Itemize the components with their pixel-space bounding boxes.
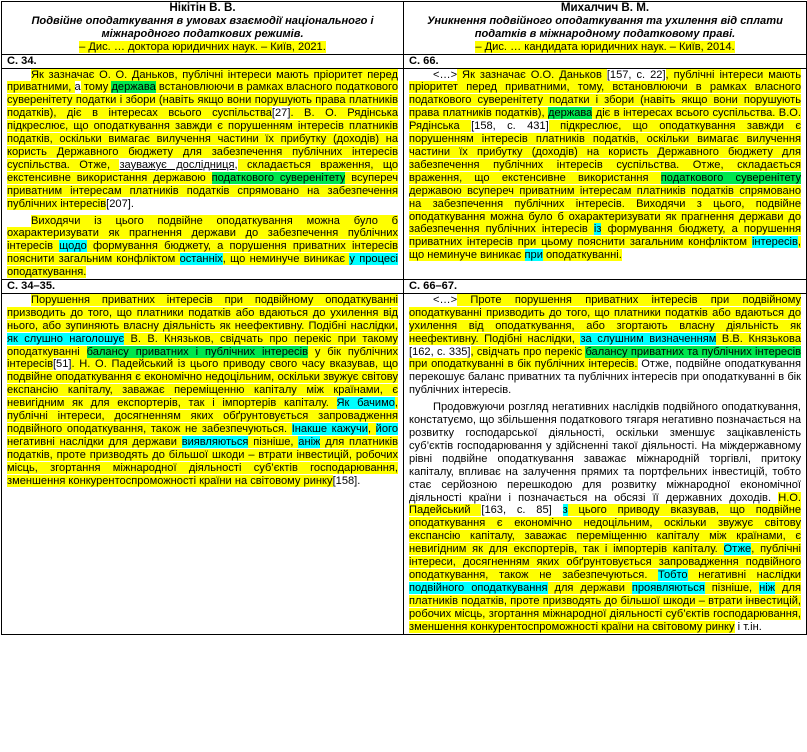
text-run: ніж	[759, 581, 776, 594]
text-run: держава	[111, 81, 156, 94]
text-run: Як бачимо	[336, 397, 395, 410]
text-run: щодо	[59, 240, 87, 253]
text-run: формування бюджету, а порушення приватних інтересів пояснити загальним конфліктом	[7, 240, 399, 266]
text-run: <…>	[433, 68, 458, 81]
text-run: із	[593, 223, 602, 236]
text-run: , що неминуче виникає	[222, 253, 350, 266]
text-run: пізніше,	[704, 581, 760, 594]
left-source	[7, 41, 398, 54]
paragraph	[409, 69, 801, 263]
text-run: <…>	[433, 293, 458, 306]
text-run: за слушним визначенням	[580, 332, 717, 345]
text-run: [162, с. 335]	[409, 345, 471, 358]
text-run: Тобто	[658, 568, 688, 581]
text-run: для держави	[547, 581, 632, 594]
text-run: діє в інтересах всього суспільства. В.О. Рядінська	[409, 107, 801, 133]
page-ref-row-2	[2, 280, 807, 294]
text-run: Порушення приватних інтересів при подвійному оподаткуванні призводить до того, що платники податків або вдаються до ухилення від нього, або зупиняють власну діяльність як неефективну. Подібні наслідки,	[7, 293, 398, 332]
text-run: Як зазначає О. О. Даньков, публічні інтереси мають пріоритет перед приватними,	[7, 68, 398, 94]
text-run: тому	[80, 81, 112, 94]
text-run: негативні наслідки для держави	[7, 435, 182, 448]
right-page-ref-1: С. 66.	[404, 54, 807, 68]
text-run: підкреслює, що оподаткування завжди є порушенням інтересів платників податків, оскільки вимагає вилучення частини їх прибутку (доходів) на користь Державного бюджету для забезпечення публічних інтересів суспільства. Отже, складається враження, що екстенсивне використання	[409, 120, 802, 184]
paragraph	[409, 401, 801, 633]
page-ref-row-1	[2, 54, 807, 68]
text-run: оподаткування.	[7, 266, 87, 279]
text-run: цього приводу вказував, що подвійне оподаткування є економічно недоцільним, оскільки звужує світову експансію капіталу, заважає переміщенню капіталу між країнами, є невигідним як для експортерів, так і імпортерів капіталу.	[409, 504, 801, 556]
left-text-1	[2, 68, 404, 280]
text-run: , що неминуче виникає	[409, 236, 801, 262]
text-run: держава	[547, 107, 593, 120]
text-run: Інакше кажучи	[291, 423, 368, 435]
text-run: виявляються	[181, 435, 249, 448]
left-title: Подвійне оподаткування в умовах взаємодії національного і міжнародного податкових режимів.	[31, 14, 374, 40]
text-run: [158, с. 431]	[471, 120, 549, 133]
text-run: складається враження, що екстенсивне використання державою	[7, 158, 398, 184]
text-run: останніх	[179, 253, 223, 266]
text-run: [158].	[332, 474, 361, 487]
text-run: з	[562, 504, 568, 517]
right-page-ref-2: С. 66–67.	[404, 280, 807, 294]
text-run: Як зазначає О.О. Даньков	[457, 68, 607, 81]
text-run: [27]	[271, 107, 291, 120]
text-run: негативні наслідки	[687, 568, 801, 581]
text-run: аніж	[298, 435, 321, 448]
text-run: пізніше,	[248, 435, 299, 448]
text-run: . В. О. Рядінська підкреслює, що оподаткування завжди є порушенням інтересів платників податків, оскільки вимагає вилучення частини їх прибутку (доходів) на користь Державного бюджету для забезпечення публічних інтересів суспільства. Отже,	[7, 107, 399, 171]
text-run: , публічні інтереси, досягненням яких обґрунтовується запровадження подвійного оподаткування, також не забезпечуються.	[409, 543, 801, 581]
right-text-2	[404, 293, 807, 634]
text-run: Продовжуючи розгляд негативних наслідків подвійного оподаткування, констатуємо, що збільшення податкового тягаря негативно позначається на розвитку господарської діяльності, оскільки зменшує зацікавленість суб’єктів господарювання у здійсненні такої діяльності. На міждержавному рівні подвійне оподаткування заважає міжнародній торгівлі, притоку капіталу, впливає на залучення прямих та портфельних інвестицій, тобто стає серйозною перешкодою для розвитку міжнародної економічної діяльності країни і позначається на обсязі її державних доходів.	[409, 401, 801, 504]
text-run: зауважує дослідниця,	[119, 158, 238, 171]
paragraph	[7, 69, 398, 211]
text-run: як слушно наголошує	[7, 332, 125, 345]
text-run: [51]	[52, 358, 72, 371]
left-page-ref-2: С. 34–35.	[2, 280, 404, 294]
text-run: оподаткуванні.	[542, 249, 622, 262]
text-run: подвійного оподаткування	[409, 581, 548, 594]
left-source-header	[2, 2, 404, 55]
right-source	[409, 41, 801, 54]
text-run: Виходячи із цього подвійне оподаткування можна було б охарактеризувати як прагнення держави до забезпечення публічних інтересів	[7, 214, 398, 253]
text-run: при	[524, 249, 543, 262]
text-run: проявляються	[631, 581, 705, 594]
paragraph	[7, 294, 398, 488]
text-run: , публічні інтереси, досягненням яких обґрунтовується запровадження подвійного оподаткування, також не забезпечуються.	[7, 397, 399, 435]
text-run: Отже	[723, 543, 752, 556]
text-run: а	[74, 81, 81, 94]
text-run: [207].	[106, 197, 134, 210]
text-run: . Н. О. Падейський із цього приводу свого часу вказував, що подвійне оподаткування є економічно недоцільним, оскільки звужує світову експансію капіталу, заважає переміщенню капіталу між країнами, є невигідним як для експортерів, так і імпортерів капіталу.	[7, 358, 398, 410]
text-run: балансу приватних та публічних інтересів	[585, 345, 802, 358]
text-run: його	[375, 423, 398, 435]
header-row	[2, 2, 807, 55]
text-run: В.В. Князькова	[716, 332, 801, 345]
text-run: інтересів	[751, 236, 798, 249]
text-run: встановлюючи в рамках власного податкового суверенітету податки і збори (навіть якщо вони порушують права платників податків), діє в інтересах всього суспільства	[7, 81, 398, 120]
text-run: податкового суверенітету	[660, 171, 801, 184]
left-text-2	[2, 293, 404, 634]
text-row-2	[2, 293, 807, 634]
left-author: Нікітін В. В.	[169, 1, 236, 14]
text-run: у процесі	[349, 253, 399, 266]
text-run: Отже, подвійне оподаткування перекошує баланс приватних та публічних інтересів при оподаткуванні в бік публічних інтересів.	[409, 358, 801, 397]
right-author: Михалчич В. М.	[560, 1, 650, 14]
text-run: балансу приватних і публічних інтересів	[86, 345, 308, 358]
text-run: при оподаткуванні в бік публічних інтересів.	[409, 358, 638, 371]
text-run: і т.ін.	[734, 620, 762, 633]
text-run: ,	[367, 423, 376, 435]
right-text-1	[404, 68, 807, 280]
text-run: у бік публічних інтересів	[7, 345, 398, 371]
text-run: [163, с. 85]	[481, 504, 552, 517]
text-run: державою всупереч приватним інтересам платників податків спрямовано на забезпечення публічних інтересів. Виходячи з цього, подвійне оподаткування можна було б охарактеризувати як прагнення держави до забезпечення публічних інтересів	[409, 184, 801, 236]
text-run: для платників податків, проте призводять до більшої шкоди – втрати інвестицій, робочих місць, згортання міжнародної діяльності суб’єктів господарювання, зменшення конкурентоспроможності країни на світовому ринку	[409, 581, 801, 633]
paragraph	[7, 215, 398, 280]
text-run: формування бюджету, а порушення приватних інтересів при цьому пояснити загальним конфліктом	[409, 223, 801, 249]
right-source-text: – Дис. … кандидата юридичних наук. – Київ, 2014.	[475, 40, 735, 53]
paragraph	[409, 294, 801, 397]
right-title: Уникнення подвійного оподаткування та ухилення від сплати податків в міжнародному податковому праві.	[427, 14, 783, 40]
text-run: В. В. Князьков, свідчать про перекіс при такому оподаткуванні	[7, 332, 398, 358]
text-run: [157, с. 22]	[606, 68, 666, 81]
text-run: податкового суверенітету	[211, 171, 346, 184]
comparison-table	[1, 1, 807, 635]
text-run	[552, 504, 563, 516]
left-source-text: – Дис. … доктора юридичних наук. – Київ, 2021.	[79, 40, 326, 53]
text-run: Проте порушення приватних інтересів при подвійному оподаткуванні призводить до того, що платники податків або вдаються до ухилення від оподаткування, або згортають власну діяльність як неефективну. Подібні наслідки,	[409, 293, 801, 345]
right-source-header	[404, 2, 807, 55]
text-run: всупереч приватним інтересам платників податків спрямовано на забезпечення публічних інтересів	[7, 171, 398, 210]
left-page-ref-1: С. 34.	[2, 54, 404, 68]
text-run: , свідчать про перекіс	[470, 345, 586, 358]
text-run: для платників податків, проте призводять до більшої шкоди – втрати інвестицій, робочих місць, згортання міжнародної діяльності суб’єктів господарювання, зменшення конкурентоспроможності країни на світовому ринку	[7, 435, 399, 487]
text-run: , публічні інтереси мають пріоритет перед приватними, тому, встановлюючи в рамках власного податкового суверенітету податки і збори (навіть якщо вони порушують права платників податків),	[409, 68, 801, 120]
text-run: Н.О. Падейський	[409, 491, 801, 517]
text-row-1	[2, 68, 807, 280]
